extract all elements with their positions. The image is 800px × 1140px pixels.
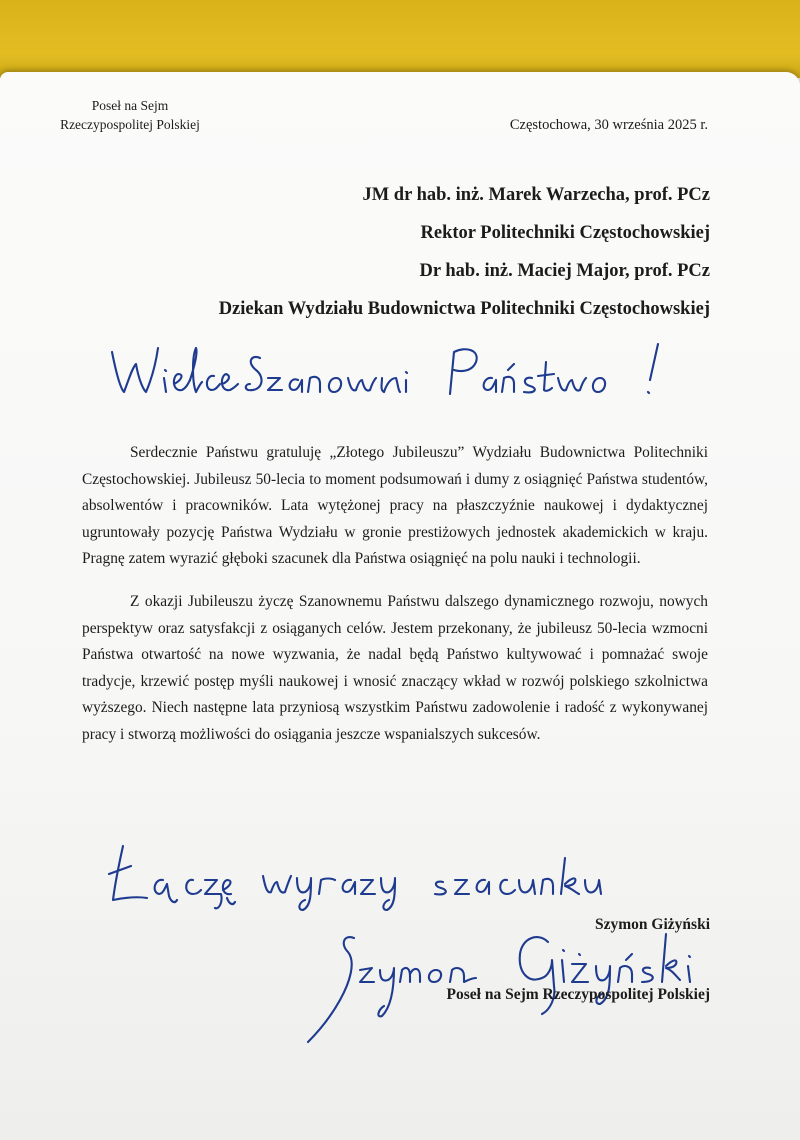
sender-block [30, 96, 230, 134]
sender-line-2: Rzeczypospolitej Polskiej [60, 117, 200, 132]
signer-name: Szymon Giżyński [595, 916, 710, 933]
salutation-handwriting [110, 338, 670, 408]
recipients-block [60, 176, 710, 328]
recipient-line: Dziekan Wydziału Budownictwa Politechniki Częstochowskiej [218, 299, 710, 319]
body-paragraph: Z okazji Jubileuszu życzę Szanownemu Państwu dalszego dynamicznego rozwoju, nowych perspektyw oraz satysfakcji z osiąganych celów. Jestem przekonany, że jubileusz 50-lecia wzmocni Państwa otwartość na nowe wyzwania, że nadal będą Państwo kultywować i pomnażać swoje tradycje, krzewić postęp myśli naukowej i wnosić znaczący wkład w rozwój polskiego szkolnictwa wyższego. Niech następne lata przyniosą wszystkim Państwu zadowolenie i radość z wykonywanej pracy i stworzą możliwości do osiągania jeszcze wspanialszych sukcesów. [82, 592, 708, 743]
recipient-line: JM dr hab. inż. Marek Warzecha, prof. PCz [362, 185, 710, 205]
letter-body [82, 440, 708, 765]
recipient-line: Dr hab. inż. Maciej Major, prof. PCz [419, 261, 710, 281]
letter-date: Częstochowa, 30 września 2025 r. [509, 117, 708, 133]
recipient-line: Rektor Politechniki Częstochowskiej [420, 223, 710, 243]
handwritten-closing [105, 840, 625, 915]
signer-title: Poseł na Sejm Rzeczypospolitej Polskiej [446, 986, 710, 1003]
body-paragraph: Serdecznie Państwu gratuluję „Złotego Jubileuszu” Wydziału Budownictwa Politechniki Częstochowskiej. Jubileusz 50-lecia to moment podsumowań i dumy z osiągnięć Państwa studentów, absolwentów i pracowników. Lata wytężonej pracy na płaszczyźnie naukowej i dydaktycznej ugruntowały pozycję Państwa Wydziału w gronie prestiżowych jednostek akademickich w kraju. Pragnę zatem wyrazić głęboki szacunek dla Państwa osiągnięć na polu nauki i technologii. [82, 444, 708, 568]
handwritten-salutation [110, 338, 670, 408]
yellow-folder-edge [0, 0, 800, 78]
closing-handwriting [105, 840, 625, 915]
sender-line-1: Poseł na Sejm [91, 98, 169, 113]
